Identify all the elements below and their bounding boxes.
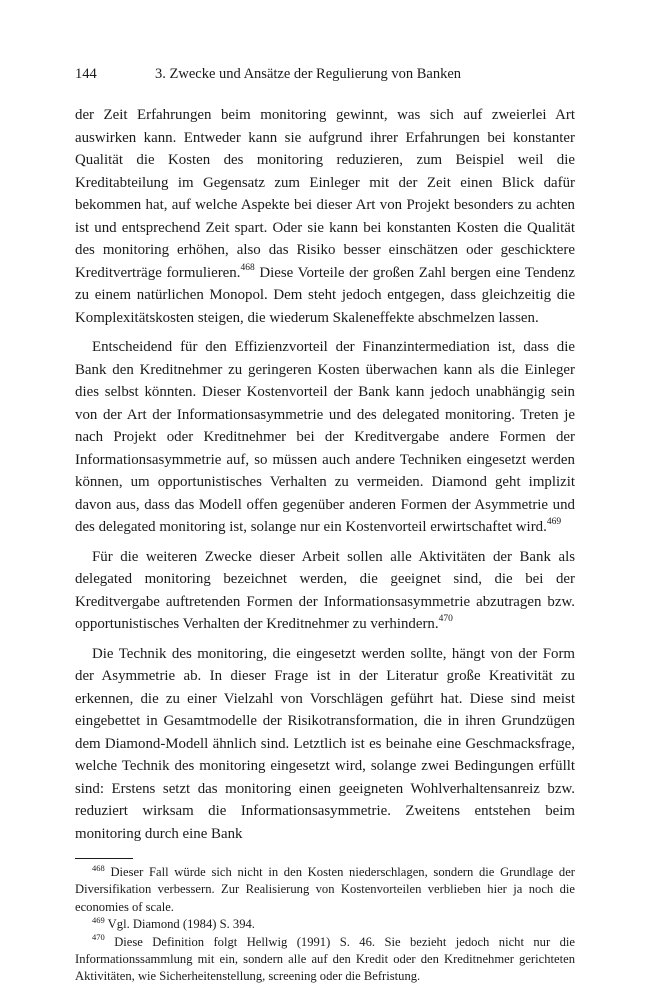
paragraph-2 xyxy=(75,336,575,539)
paragraph-text: Entscheidend für den Effizienzvorteil der Finanzintermediation ist, dass die Bank den Kreditnehmer zu geringeren Kosten überwachen kann als die Einleger dies selbst könnten. Dieser Kostenvorteil der Bank kann jedoch unabhängig sein von der Art der Informationsasymmetrie und des delegated monitoring. Treten je nach Projekt oder Kreditnehmer bei der Kreditvergabe andere Formen der Informationsasymmetrie auf, so müssen auch andere Techniken eingesetzt werden können, um opportunistisches Verhalten zu vermeiden. Diamond geht implizit davon aus, dass das Modell offen gegenüber anderen Formen der Asymmetrie und des delegated monitoring ist, solange nur ein Kostenvorteil erwirtschaftet wird. xyxy=(75,339,575,535)
footnote-text: Vgl. Diamond (1984) S. 394. xyxy=(107,917,255,932)
footnote-text: Diese Definition folgt Hellwig (1991) S. 46. Sie bezieht jedoch nicht nur die Informationssammlung mit ein, sondern alle auf den Kredit oder den Kreditnehmer gerichteten Aktivitäten, wie Sicherheitenstellung, screening oder die Befristung. xyxy=(75,934,575,984)
footnote-reference: 470 xyxy=(438,614,453,625)
footnote-number: 469 xyxy=(92,915,105,926)
footnote-text: Dieser Fall würde sich nicht in den Kosten niederschlagen, sondern die Grundlage der Diversifikation verbessern. Zur Realisierung von Kostenvorteilen verblieben hier ja noch die economies of scale. xyxy=(75,865,575,914)
footnote-reference: 468 xyxy=(240,262,255,273)
page-number: 144 xyxy=(75,66,97,82)
footnote-468 xyxy=(75,864,575,916)
footnote-separator xyxy=(75,858,133,859)
paragraph-text: Für die weiteren Zwecke dieser Arbeit sollen alle Aktivitäten der Bank als delegated monitoring bezeichnet werden, die geeignet sind, die bei der Kreditvergabe auftretenden Formen der Informationsasymmetrie abzutragen bzw. opportunistisches Verhalten der Kreditnehmer zu verhindern. xyxy=(75,548,575,632)
paragraph-1 xyxy=(75,104,575,329)
paragraph-4 xyxy=(75,643,575,846)
footnote-number: 468 xyxy=(92,862,105,873)
footnote-469 xyxy=(75,916,575,933)
document-page xyxy=(75,64,575,986)
footnote-number: 470 xyxy=(92,932,105,943)
footnotes xyxy=(75,864,575,986)
paragraph-text: Diese Vorteile der großen Zahl bergen eine Tendenz zu einem natürlichen Monopol. Dem steht jedoch entgegen, dass gleichzeitig die Komplexitätskosten steigen, die wiederum Skaleneffekte abschmelzen lassen. xyxy=(75,264,575,326)
paragraph-text: Die Technik des monitoring, die eingesetzt werden sollte, hängt von der Form der Asymmetrie ab. In dieser Frage ist in der Literatur große Kreativität zu erkennen, die zu einer Vielzahl von Vorschlägen geführt hat. Diese sind meist eingebettet in Gesamtmodelle der Risikotransformation, die in ihren Grundzügen dem Diamond-Modell ähnlich sind. Letztlich ist es beinahe eine Geschmacksfrage, welche Technik des monitoring eingesetzt wird, solange zwei Bedingungen erfüllt sind: Erstens setzt das monitoring einen geeigneten Wohlverhaltensanreiz bzw. reduziert wirksam die Informationsasymmetrie. Zweitens entstehen beim monitoring durch eine Bank xyxy=(75,645,575,842)
footnote-reference: 469 xyxy=(546,517,562,528)
paragraph-3 xyxy=(75,546,575,636)
paragraph-text: der Zeit Erfahrungen beim monitoring gewinnt, was sich auf zweierlei Art auswirken kann. Entweder kann sie aufgrund ihrer Erfahrungen bei konstanter Qualität die Kosten des monitoring reduzieren, zum Beispiel weil die Kreditabteilung im Gegensatz zum Einleger mit der Zeit einen Blick dafür bekommen hat, auf welche Aspekte bei dieser Art von Projekt besonders zu achten ist und entsprechend Zeit spart. Oder sie kann bei konstanten Kosten die Qualität des monitoring erhöhen, also das Risiko besser einschätzen oder geschicktere Kreditverträge formulieren. xyxy=(75,107,575,281)
chapter-title: 3. Zwecke und Ansätze der Regulierung von Banken xyxy=(155,66,462,82)
body-text xyxy=(75,104,575,845)
footnote-470 xyxy=(75,934,575,986)
running-header xyxy=(75,64,575,84)
